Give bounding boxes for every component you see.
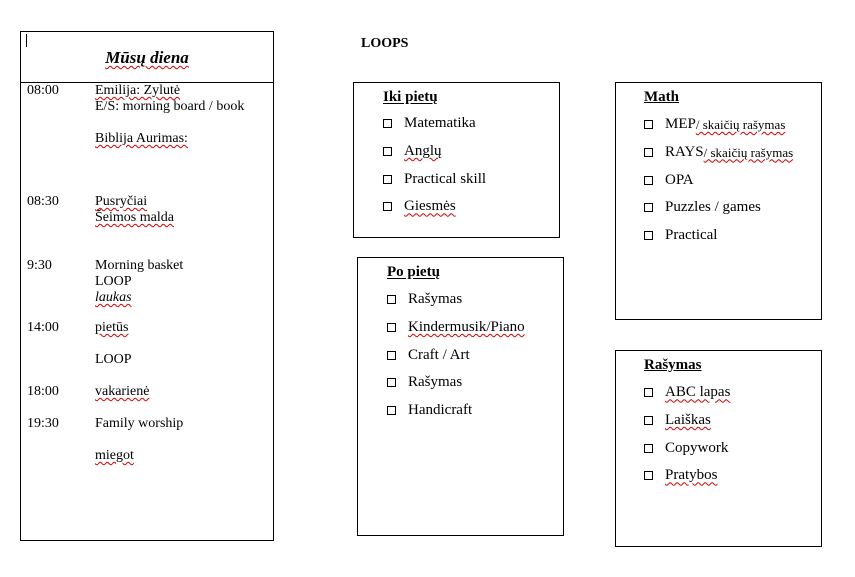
list-item: Laiškas [644,407,730,435]
checkbox-icon[interactable] [644,444,653,453]
row-time: 08:30 [27,194,59,209]
list-item: Matematika [383,110,486,138]
checkbox-icon[interactable] [644,120,653,129]
list-item: Practical skill [383,165,486,193]
list-item: Puzzles / games [644,194,793,222]
list-item: OPA [644,166,793,194]
row-line: Biblija Aurimas: [95,131,188,146]
list-item: MEP / skaičių rašymas [644,111,793,139]
row-line: vakarienė [95,384,150,399]
row-line: laukas [95,290,132,305]
rasymas-box [615,350,822,547]
row-line: Emilija: Zylutė [95,83,181,98]
list-item: Giesmės [383,193,486,221]
row-line: LOOP [95,274,132,289]
checkbox-icon[interactable] [644,203,653,212]
row-line: Pusryčiai [95,194,148,209]
text-cursor [26,34,27,47]
list-item: Rašymas [387,369,525,397]
row-line: LOOP [95,352,132,367]
checkbox-icon[interactable] [644,176,653,185]
checkbox-icon[interactable] [387,406,396,415]
list-item: Copywork [644,434,730,462]
checkbox-icon[interactable] [644,416,653,425]
row-line: pietūs [95,320,129,335]
math-box [615,82,822,320]
list-item: Kindermusik/Piano [387,314,525,342]
checkbox-icon[interactable] [387,351,396,360]
checkbox-icon[interactable] [387,323,396,332]
row-time: 19:30 [27,416,59,431]
po-pietu-box [357,257,564,536]
loops-title: LOOPS [361,36,409,51]
box-heading: Rašymas [644,357,702,373]
row-line: E/S: morning board / book [95,99,245,114]
box-heading: Iki pietų [383,89,438,105]
schedule-header [21,32,273,83]
list-item: Anglų [383,138,486,166]
daily-schedule-table [20,31,274,541]
box-heading: Math [644,89,679,105]
row-time: 14:00 [27,320,59,335]
row-line: Morning basket [95,258,184,273]
schedule-title: Mūsų diena [105,48,189,67]
checkbox-icon[interactable] [644,471,653,480]
checkbox-icon[interactable] [644,388,653,397]
row-time: 08:00 [27,83,59,98]
checkbox-icon[interactable] [383,119,392,128]
row-line: miegot [95,448,134,463]
checkbox-icon[interactable] [383,202,392,211]
list-item: Handicraft [387,397,525,425]
checkbox-icon[interactable] [383,175,392,184]
checkbox-icon[interactable] [387,295,396,304]
row-line: Šeimos malda [95,210,174,225]
checkbox-icon[interactable] [644,231,653,240]
checkbox-icon[interactable] [387,378,396,387]
row-line: Family worship [95,416,184,431]
list-item: Craft / Art [387,341,525,369]
checkbox-icon[interactable] [644,148,653,157]
list-item: Pratybos [644,462,730,490]
checkbox-icon[interactable] [383,147,392,156]
list-item: Practical [644,222,793,250]
box-heading: Po pietų [387,264,440,280]
row-time: 18:00 [27,384,59,399]
list-item: Rašymas [387,286,525,314]
list-item: ABC lapas [644,379,730,407]
list-item: RAYS / skaičių rašymas [644,139,793,167]
iki-pietu-box [353,82,560,238]
row-time: 9:30 [27,258,52,273]
